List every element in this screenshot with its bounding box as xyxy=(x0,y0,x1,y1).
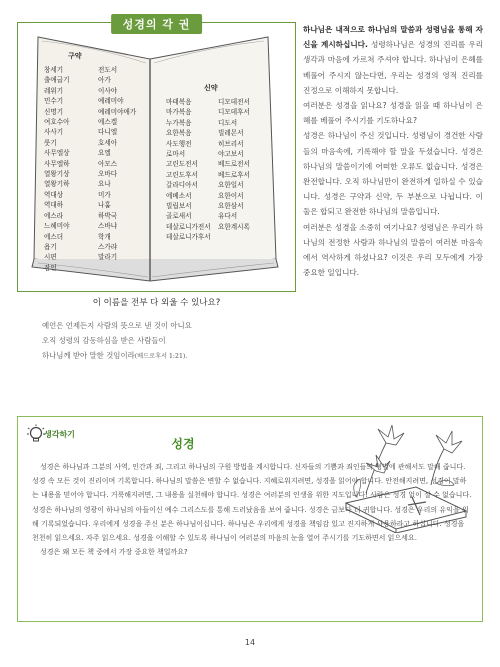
book-name: 역대하 xyxy=(44,201,64,210)
books-of-bible-panel xyxy=(17,18,296,308)
verse-line-3-text: 하나님께 받아 말한 것임이라 xyxy=(42,351,135,360)
book-name: 에스더 xyxy=(44,232,64,241)
book-name: 여호수아 xyxy=(44,118,70,127)
book-name: 데살로니가후서 xyxy=(166,233,211,242)
nt-list-2 xyxy=(218,97,250,232)
book-name: 스가랴 xyxy=(98,242,118,251)
book-name: 아모스 xyxy=(98,159,118,168)
nt-heading: 신약 xyxy=(204,84,218,92)
think-text xyxy=(32,460,472,559)
book-name: 베드로후서 xyxy=(218,170,250,179)
book-name: 잠언 xyxy=(44,263,57,272)
book-name: 룻기 xyxy=(44,138,57,147)
think-paragraph-1: 성경은 하나님과 그분의 사역, 인간과 죄, 그리고 하나님의 구원 방법을 계시합니다. 신자들의 기쁨과 죄인들의 형벌에 관해서도 말해 줍니다. 성경 속 모든 것이 진리이며 기록합니다. 하나님의 말씀은 변할 수 없습니다. 지혜로워지려면, 성경을 읽어야 합니다. 안전해지려면, 성경이 말하는 내용을 믿어야 합니다. 거룩해지려면, 그 내용을 실천해야 합니다. 성경은 여러분의 인생을 위한 지도입니다! 사람은 성경 없이 살 수 없습니다. 성경은 하나님의 영광이 하나님의 아들이신 예수 그리스도를 통해 드러났음을 보여 줍니다. 성경은 금보다 더 귀합니다. 성경은 우리의 유익을 위해 기록되었습니다. 우리에게 성경을 주신 분은 하나님이십니다. 하나님은 우리에게 성경을 책임감 있고 진지하게 사용하라고 하십니다. 성경을 천천히 읽으세요. 자주 읽으세요. 성경을 이해할 수 있도록 하나님이 여러분의 마음의 눈을 열어 주시기를 기도하면서 읽으세요. xyxy=(32,463,472,543)
think-paragraph-2: 성경은 왜 모든 책 중에서 가장 중요한 책일까요? xyxy=(40,548,188,557)
lead-sentence: 하나님은 내적으로 하나님의 말씀과 성령님을 통해 자신을 계시하십니다. xyxy=(303,25,483,50)
book-name: 욥기 xyxy=(44,242,57,251)
book-name: 전도서 xyxy=(98,66,118,74)
right-column-text xyxy=(303,22,483,280)
ot-heading: 구약 xyxy=(68,52,82,60)
book-name: 요한복음 xyxy=(166,129,192,138)
verse-line-1: 예언은 언제든지 사람의 뜻으로 낸 것이 아니요 xyxy=(42,321,192,330)
book-name: 요나 xyxy=(98,180,111,189)
book-name: 나훔 xyxy=(98,201,111,210)
book-name: 갈라디아서 xyxy=(166,181,198,190)
book-name: 오바다 xyxy=(98,170,118,179)
book-name: 다니엘 xyxy=(98,128,118,137)
book-name: 열왕기하 xyxy=(44,180,70,189)
ot-heading-wrap xyxy=(54,51,82,61)
book-name: 학개 xyxy=(98,232,111,241)
book-name: 요한삼서 xyxy=(218,202,244,211)
book-name: 이사야 xyxy=(98,86,118,95)
book-name: 민수기 xyxy=(44,97,64,106)
verse-line-2: 오직 성령의 감동하심을 받은 사람들이 xyxy=(42,336,166,345)
book-name: 사사기 xyxy=(44,128,64,137)
book-name: 요한이서 xyxy=(218,191,244,200)
paragraph-2: 여러분은 성경을 읽나요? 성경을 읽을 때 하나님이 은혜를 베풀어 주시기를 기도하나요? xyxy=(303,101,483,126)
book-name: 예레미야 xyxy=(98,97,124,106)
book-name: 미가 xyxy=(98,190,111,199)
book-name: 디모데후서 xyxy=(218,108,250,117)
think-title: 성경 xyxy=(171,437,195,451)
book-name: 사무엘하 xyxy=(44,159,70,168)
book-name: 역대상 xyxy=(44,190,64,199)
book-name: 아가 xyxy=(98,76,111,85)
book-name: 고린도전서 xyxy=(166,160,198,169)
book-name: 열왕기상 xyxy=(44,170,70,179)
book-name: 에베소서 xyxy=(166,191,192,200)
panel-caption: 이 이름을 전부 다 외울 수 있나요? xyxy=(92,298,221,308)
book-name: 신명기 xyxy=(44,107,64,116)
book-name: 호세아 xyxy=(98,138,118,147)
think-label: 생각하기 xyxy=(44,430,75,439)
book-name: 에스겔 xyxy=(98,118,118,127)
book-name: 유다서 xyxy=(218,212,238,221)
book-name: 시편 xyxy=(44,253,57,262)
book-name: 말라기 xyxy=(98,253,118,262)
book-name: 출애굽기 xyxy=(44,76,70,85)
paragraph-4: 여러분은 성경을 소중히 여기나요? 성령님은 우리가 하나님의 전정한 사람과 하나님의 말씀이 여러분 마음속에서 역사하게 하셨나요? 이것은 우리 모두에게 가장 중요한 일입니다. xyxy=(303,222,483,278)
paragraph-1-body: 성령하나님은 성경의 진리를 우리 생각과 마음에 가르쳐 주셔야 합니다. 하나님이 은혜를 베풀어 주시지 않는다면, 우리는 성경의 영적 진리를 진정으로 이해하지 못합니다. xyxy=(303,40,483,95)
book-name: 데살로니가전서 xyxy=(166,222,211,231)
paragraph-3: 성경은 하나님이 주신 것입니다. 성령님이 경건한 사람들의 마음속에, 기록해야 할 말을 두셨습니다. 성경은 하나님의 말씀이기에 어떠한 오류도 없습니다. 성경은 완전합니다. 오직 하나님만이 완전하게 일하실 수 있습니다. 성경은 구약과 신약, 두 부분으로 나뉩니다. 이 둘은 합되고 완전한 하나님의 말씀입니다. xyxy=(303,131,483,217)
book-name: 디모데전서 xyxy=(218,98,250,106)
book-name: 로마서 xyxy=(166,150,186,159)
book-name: 하박국 xyxy=(98,211,118,220)
book-name: 누가복음 xyxy=(166,118,192,127)
book-name: 에스라 xyxy=(44,211,64,220)
book-name: 사무엘상 xyxy=(44,149,70,158)
book-name: 예레미야애가 xyxy=(98,107,137,116)
book-name: 야고보서 xyxy=(218,150,244,159)
page-number: 14 xyxy=(244,638,256,647)
verse-reference: (베드로후서 1:21). xyxy=(134,353,188,360)
nt-heading-wrap xyxy=(204,83,218,93)
think-box xyxy=(17,416,483,622)
nt-list-1 xyxy=(166,97,211,243)
book-name: 디도서 xyxy=(218,118,238,127)
ot-list-1 xyxy=(44,65,69,273)
paragraph-1 xyxy=(303,22,483,98)
book-name: 요한일서 xyxy=(218,181,244,190)
ot-list-2 xyxy=(98,65,136,263)
book-name: 마가복음 xyxy=(166,108,192,117)
scripture-verse xyxy=(42,318,282,364)
panel-title: 성경의 각 권 xyxy=(111,14,203,34)
book-name: 히브리서 xyxy=(218,139,244,148)
book-name: 창세기 xyxy=(44,66,64,74)
book-name: 골로새서 xyxy=(166,212,192,221)
book-name: 빌레몬서 xyxy=(218,129,244,138)
book-name: 느헤미야 xyxy=(44,222,70,231)
verse-line-3 xyxy=(42,348,282,364)
book-name: 스바냐 xyxy=(98,222,118,231)
book-name: 고린도후서 xyxy=(166,170,198,179)
book-name: 마태복음 xyxy=(166,98,192,106)
book-name: 빌립보서 xyxy=(166,202,192,211)
book-name: 사도행전 xyxy=(166,139,192,148)
book-name: 베드로전서 xyxy=(218,160,250,169)
book-name: 레위기 xyxy=(44,86,64,95)
book-name: 요엘 xyxy=(98,149,111,158)
book-name: 요한계시록 xyxy=(218,222,250,231)
